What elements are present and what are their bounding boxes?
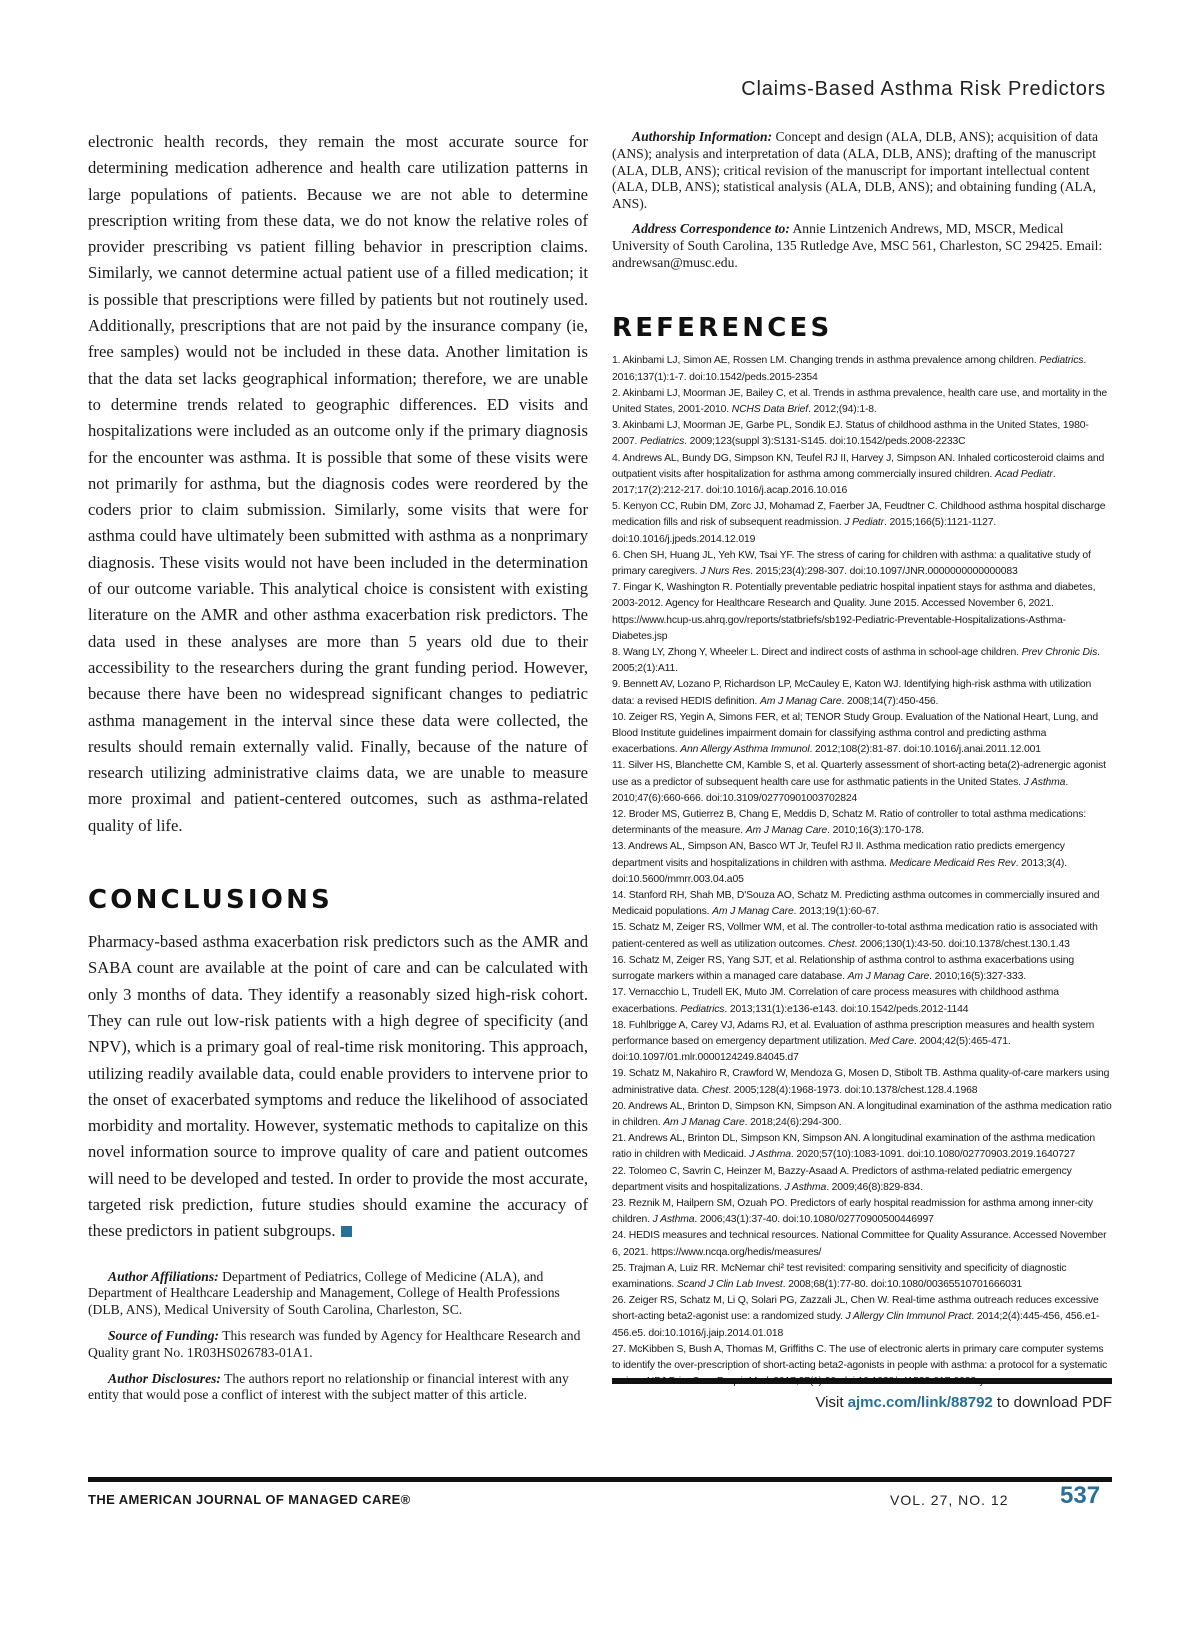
reference-citation: . 2012;(94):1-8.	[808, 403, 877, 415]
funding-label: Source of Funding:	[108, 1327, 220, 1343]
address-correspondence	[612, 221, 1112, 271]
reference-text: 20. Andrews AL, Brinton D, Simpson KN, Simpson AN. A longitudinal examination of the asthma medication ratio in children.	[612, 1100, 1112, 1128]
reference-citation: . 2015;166(5):1121-1127. doi:10.1016/j.jpeds.2014.12.019	[612, 517, 997, 545]
reference-journal: Prev Chronic Dis	[1021, 647, 1098, 659]
reference-text: 4. Andrews AL, Bundy DG, Simpson KN, Teufel RJ II, Harvey J, Simpson AN. Inhaled corticosteroid claims and outpatient visits after hospitalization for asthma among commercially insured children.	[612, 452, 1105, 480]
footer-page-number: 537	[1060, 1482, 1101, 1509]
reference-item	[612, 645, 1112, 677]
reference-item	[612, 451, 1112, 500]
reference-text: 5. Kenyon CC, Rubin DM, Zorc JJ, Mohamad Z, Faerber JA, Feudtner C. Childhood asthma hospital discharge medication fills and risk of subsequent readmission.	[612, 501, 1106, 529]
reference-item	[612, 888, 1112, 920]
reference-citation: . 2009;46(8):829-834.	[826, 1181, 923, 1193]
reference-journal: Ann Allergy Asthma Immunol	[680, 744, 810, 756]
reference-journal: Am J Manag Care	[847, 971, 930, 983]
download-pdf-line	[815, 1394, 1112, 1411]
reference-journal: Am J Manag Care	[663, 1116, 745, 1128]
reference-item	[612, 1164, 1112, 1196]
reference-item	[612, 1293, 1112, 1342]
reference-text: 22. Tolomeo C, Savrin C, Heinzer M, Bazzy-Asaad A. Predictors of asthma-related pediatric emergency department visits and hospitalizations.	[612, 1165, 1072, 1193]
reference-journal: J Nurs Res	[700, 566, 751, 578]
author-affiliations	[88, 1269, 588, 1319]
reference-text: 19. Schatz M, Nakahiro R, Crawford W, Mendoza G, Mosen D, Stibolt TB. Asthma quality-of-care markers using administrative data.	[612, 1068, 1110, 1096]
reference-citation: . 2010;16(3):170-178.	[827, 825, 924, 837]
reference-journal: Medicare Medicaid Res Rev	[889, 857, 1016, 869]
reference-journal: NCHS Data Brief	[731, 403, 808, 415]
authorship-information	[612, 129, 1112, 213]
download-pdf-link[interactable]: ajmc.com/link/88792	[847, 1394, 993, 1411]
reference-text: 21. Andrews AL, Brinton DL, Simpson KN, Simpson AN. A longitudinal examination of the asthma medication ratio in children with Medicaid.	[612, 1133, 1095, 1161]
reference-citation: . 2018;24(6):294-300.	[744, 1116, 842, 1128]
reference-text: 7. Fingar K, Washington R. Potentially preventable pediatric hospital inpatient stays for asthma and diabetes, 2003-2012. Agency for Healthcare Research and Quality. June 2015. Accessed November 6, 2021. https://www.hcup-us.ahrq.gov/reports/statbriefs/sb192-Pediatric-Preventable-Hospitalizations-Asthma-Diabetes.jsp	[612, 582, 1096, 642]
reference-text: 13. Andrews AL, Simpson AN, Basco WT Jr, Teufel RJ II. Asthma medication ratio predicts emergency department visits and hospitalizations in children with asthma.	[612, 841, 1065, 869]
reference-item	[612, 580, 1112, 645]
reference-item	[612, 353, 1112, 385]
footer-rule	[88, 1477, 1112, 1482]
reference-citation: . 2005;128(4):1968-1973. doi:10.1378/chest.128.4.1968	[728, 1084, 978, 1096]
reference-text: 9. Bennett AV, Lozano P, Richardson LP, McCauley E, Katon WJ. Identifying high-risk asthma with utilization data: a revised HEDIS definition.	[612, 679, 1092, 707]
reference-item	[612, 1066, 1112, 1098]
conclusions-paragraph	[88, 929, 588, 1245]
reference-citation: . 2005;2(1):A11.	[612, 647, 1100, 675]
reference-citation: . 2014;2(4):445-456, 456.e1-456.e5. doi:10.1016/j.jaip.2014.01.018	[612, 1311, 1100, 1339]
reference-text: 24. HEDIS measures and technical resources. National Committee for Quality Assurance. Accessed November 6, 2021. https://www.ncqa.org/hedis/measures/	[612, 1230, 1107, 1258]
reference-item	[612, 807, 1112, 839]
reference-item	[612, 499, 1112, 548]
author-disclosures	[88, 1371, 588, 1405]
discussion-paragraph: electronic health records, they remain the most accurate source for determining medication adherence and health care utilization patterns in large populations of patients. Because we are not able to determine prescription writing from these data, we do not know the relative roles of provider prescribing vs patient filling behavior in prescription claims. Similarly, we cannot determine actual patient use of a filled medication; it is possible that prescriptions were filled by patients but not routinely used. Additionally, prescriptions that are not paid by the insurance company (ie, free samples) would not be included in these data. Another limitation is that the data set lacks geographical information; therefore, we are unable to determine trends related to geographic differences. ED visits and hospitalizations were included as an outcome only if the primary diagnosis for the encounter was asthma. It is possible that some of these visits were not primarily for asthma, but the diagnosis codes were reordered by the coders prior to claim submission. Similarly, some visits that were for asthma could have ultimately been submitted with asthma as a nonprimary diagnosis. These visits would not have been included in the determination of our outcome variable. This analytical choice is consistent with existing literature on the AMR and other asthma exacerbation risk predictors. The data used in these analyses are more than 5 years old due to their accessibility to the researchers during the grant funding period. However, because there have been no widespread significant changes to pediatric asthma management in the interval since these data were collected, the results should remain externally valid. Finally, because of the nature of research utilizing administrative claims data, we are unable to measure more proximal and patient-centered outcomes, such as asthma-related quality of life.	[88, 132, 588, 835]
reference-item	[612, 953, 1112, 985]
reference-journal: Am J Manag Care	[745, 825, 828, 837]
reference-text: 15. Schatz M, Zeiger RS, Vollmer WM, et al. The controller-to-total asthma medication ratio is associated with patient-centered as well as utilization outcomes.	[612, 922, 1098, 950]
reference-journal: Acad Pediatr	[994, 468, 1053, 480]
disclosures-text: The authors report no relationship or financial interest with any entity that would pose a conflict of interest with the subject matter of this article.	[88, 1370, 569, 1403]
reference-item	[612, 386, 1112, 418]
correspondence-text: Annie Lintzenich Andrews, MD, MSCR, Medical University of South Carolina, 135 Rutledge Ave, MSC 561, Charleston, SC 29425. Email: andrewsan@musc.edu.	[612, 220, 1103, 270]
download-suffix: to download PDF	[992, 1394, 1112, 1411]
reference-citation: . 2009;123(suppl 3):S131-S145. doi:10.1542/peds.2008-2233C	[684, 436, 966, 448]
reference-item	[612, 1099, 1112, 1131]
reference-journal: Am J Manag Care	[712, 906, 794, 918]
reference-text: 8. Wang LY, Zhong Y, Wheeler L. Direct and indirect costs of asthma in school-age children.	[612, 647, 1022, 659]
reference-item	[612, 1261, 1112, 1293]
affiliations-text: Department of Pediatrics, College of Medicine (ALA), and Department of Healthcare Leadership and Management, College of Health Professions (DLB, ANS), Medical University of South Carolina, Charleston, SC.	[88, 1268, 560, 1318]
reference-journal: Med Care	[869, 1035, 914, 1047]
right-metadata	[612, 129, 1112, 271]
reference-citation: . 2016;137(1):1-7. doi:10.1542/peds.2015-2354	[612, 355, 1087, 383]
source-of-funding	[88, 1328, 588, 1362]
reference-journal: Pediatrics	[640, 436, 685, 448]
reference-journal: Pediatrics	[1039, 355, 1084, 367]
reference-item	[612, 758, 1112, 807]
reference-text: 3. Akinbami LJ, Moorman JE, Garbe PL, Sondik EJ. Status of childhood asthma in the United States, 1980-2007.	[612, 420, 1089, 448]
reference-text: 23. Reznik M, Hailpern SM, Ozuah PO. Predictors of early hospital readmission for asthma among inner-city children.	[612, 1197, 1093, 1226]
reference-citation: . 2008;14(7):450-456.	[841, 695, 939, 707]
reference-text: 1. Akinbami LJ, Simon AE, Rossen LM. Changing trends in asthma prevalence among children.	[612, 355, 1040, 367]
reference-text: 25. Trajman A, Luiz RR. McNemar chi² test revisited: comparing sensitivity and specificity of diagnostic examinations.	[612, 1262, 1067, 1290]
reference-citation: . 2010;47(6):660-666. doi:10.3109/02770901003702824	[612, 776, 1069, 804]
running-header: Claims-Based Asthma Risk Predictors	[741, 78, 1106, 100]
reference-text: 18. Fuhlbrigge A, Carey VJ, Adams RJ, et al. Evaluation of asthma prescription measures and health system performance based on emergency department utilization.	[612, 1019, 1095, 1047]
reference-citation: . 2006;43(1):37-40. doi:10.1080/02770900500446997	[694, 1214, 934, 1226]
reference-text: 10. Zeiger RS, Yegin A, Simons FER, et al; TENOR Study Group. Evaluation of the National Heart, Lung, and Blood Institute guidelines impairment domain for classifying asthma control and predicting asthma exacerbations.	[612, 711, 1098, 756]
reference-item	[612, 710, 1112, 759]
disclosures-label: Author Disclosures:	[108, 1370, 221, 1386]
reference-citation: . 2010;16(5):327-333.	[929, 971, 1026, 983]
left-column	[88, 129, 588, 1413]
references-end-rule	[612, 1378, 1112, 1384]
reference-citation: . 2017;17(2):212-217. doi:10.1016/j.acap.2016.10.016	[612, 468, 1056, 496]
conclusions-heading: CONCLUSIONS	[88, 885, 333, 916]
footer-journal-name: THE AMERICAN JOURNAL OF MANAGED CARE®	[88, 1492, 411, 1507]
authorship-text: Concept and design (ALA, DLB, ANS); acquisition of data (ANS); analysis and interpretation of data (ALA, DLB, ANS); drafting of the manuscript (ALA, DLB, ANS); critical revision of the manuscript for important intellectual content (ALA, DLB, ANS); statistical analysis (ALA, DLB, ANS); and obtaining funding (ALA, ANS).	[612, 129, 1098, 212]
reference-text: 6. Chen SH, Huang JL, Yeh KW, Tsai YF. The stress of caring for children with asthma: a qualitative study of primary caregivers.	[612, 549, 1091, 578]
reference-citation: . 2020;57(10):1083-1091. doi:10.1080/02770903.2019.1640727	[790, 1149, 1076, 1161]
funding-text: This research was funded by Agency for Healthcare Research and Quality grant No. 1R03HS026783-01A1.	[88, 1327, 581, 1360]
reference-item	[612, 1228, 1112, 1260]
reference-citation: . 2015;23(4):298-307. doi:10.1097/JNR.0000000000000083	[750, 566, 1018, 578]
reference-journal: J Allergy Clin Immunol Pract	[845, 1311, 972, 1323]
reference-item	[612, 548, 1112, 580]
reference-citation: . 2004;42(5):465-471. doi:10.1097/01.mlr.0000124249.84045.d7	[612, 1035, 1011, 1064]
reference-item	[612, 985, 1112, 1017]
end-mark-square-icon	[341, 1226, 352, 1237]
reference-journal: J Pediatr	[844, 517, 884, 529]
reference-citation: . 2013;3(4). doi:10.5600/mmrr.003.04.a05	[612, 857, 1067, 885]
reference-item	[612, 418, 1112, 450]
reference-text: 16. Schatz M, Zeiger RS, Yang SJT, et al. Relationship of asthma control to asthma exacerbations using surrogate markers within a managed care database.	[612, 954, 1074, 983]
reference-item	[612, 1018, 1112, 1067]
reference-text: 17. Vernacchio L, Trudell EK, Muto JM. Correlation of care process measures with childhood asthma exacerbations.	[612, 987, 1059, 1015]
reference-text: 12. Broder MS, Gutierrez B, Chang E, Meddis D, Schatz M. Ratio of controller to total asthma medications: determinants of the measure.	[612, 809, 1086, 837]
affiliations-label: Author Affiliations:	[108, 1268, 219, 1284]
reference-journal: Am J Manag Care	[759, 695, 842, 707]
reference-journal: Scand J Clin Lab Invest	[676, 1278, 783, 1290]
reference-text: 27. McKibben S, Bush A, Thomas M, Griffiths C. The use of electronic alerts in primary care computer systems to identify the over-prescription of short-acting beta2-agonists in people with asthma: a protocol for a systematic	[612, 1343, 1108, 1371]
reference-item	[612, 1196, 1112, 1228]
reference-journal: J Asthma	[1023, 776, 1066, 788]
reference-text: 2. Akinbami LJ, Moorman JE, Bailey C, et al. Trends in asthma prevalence, health care use, and mortality in the United States, 2001-2010.	[612, 387, 1108, 415]
reference-list	[612, 353, 1112, 1390]
reference-journal: Pediatrics	[680, 1003, 725, 1015]
reference-journal: Chest	[828, 938, 855, 950]
reference-text: 11. Silver HS, Blanchette CM, Kamble S, et al. Quarterly assessment of short-acting beta(2)-adrenergic agonist use as a predictor of subsequent health care use for asthmatic patients in the United States.	[612, 760, 1106, 788]
article-metadata	[88, 1269, 588, 1405]
reference-item	[612, 1131, 1112, 1163]
reference-citation: . 2008;68(1):77-80. doi:10.1080/00365510701666031	[782, 1278, 1022, 1290]
reference-item	[612, 839, 1112, 888]
reference-item	[612, 920, 1112, 952]
references-heading: REFERENCES	[612, 313, 833, 344]
authorship-label: Authorship Information:	[632, 129, 773, 144]
reference-citation: . 2012;108(2):81-87. doi:10.1016/j.anai.2011.12.001	[809, 744, 1041, 756]
reference-citation: . 2006;130(1):43-50. doi:10.1378/chest.130.1.43	[854, 938, 1070, 950]
reference-journal: J Asthma	[652, 1214, 695, 1226]
reference-journal: J Asthma	[749, 1149, 791, 1161]
reference-citation: . 2013;131(1):e136-e143. doi:10.1542/peds.2012-1144	[724, 1003, 969, 1015]
reference-text: 26. Zeiger RS, Schatz M, Li Q, Solari PG, Zazzali JL, Chen W. Real-time asthma outreach reduces excessive short-acting beta2-agonist use: a randomized study.	[612, 1295, 1099, 1323]
footer-volume: VOL. 27, NO. 12	[890, 1492, 1009, 1508]
reference-text: 14. Stanford RH, Shah MB, D'Souza AO, Schatz M. Predicting asthma outcomes in commercially insured and Medicaid populations.	[612, 890, 1100, 918]
reference-journal: J Asthma	[784, 1181, 827, 1193]
reference-citation: . 2013;19(1):60-67.	[793, 906, 880, 918]
correspondence-label: Address Correspondence to:	[632, 220, 790, 236]
download-prefix: Visit	[815, 1394, 848, 1411]
reference-journal: Chest	[701, 1084, 729, 1096]
reference-item	[612, 677, 1112, 709]
right-column	[612, 129, 1112, 1390]
conclusions-text: Pharmacy-based asthma exacerbation risk predictors such as the AMR and SABA count are available at the point of care and can be calculated with only 3 months of data. They identify a reasonably sized high-risk cohort. They can rule out low-risk patients with a high degree of specificity (and NPV), which is a primary goal of real-time risk monitoring. This approach, utilizing readily available data, could enable providers to intervene prior to the onset of exacerbated symptoms and reduce the likelihood of associated morbidity and mortality. However, systematic methods to capitalize on this novel information source to improve quality of care and patient outcomes will need to be developed and tested. In order to provide the most accurate, targeted risk prediction, future studies should examine the accuracy of these predictors in patient subgroups.	[88, 932, 588, 1241]
